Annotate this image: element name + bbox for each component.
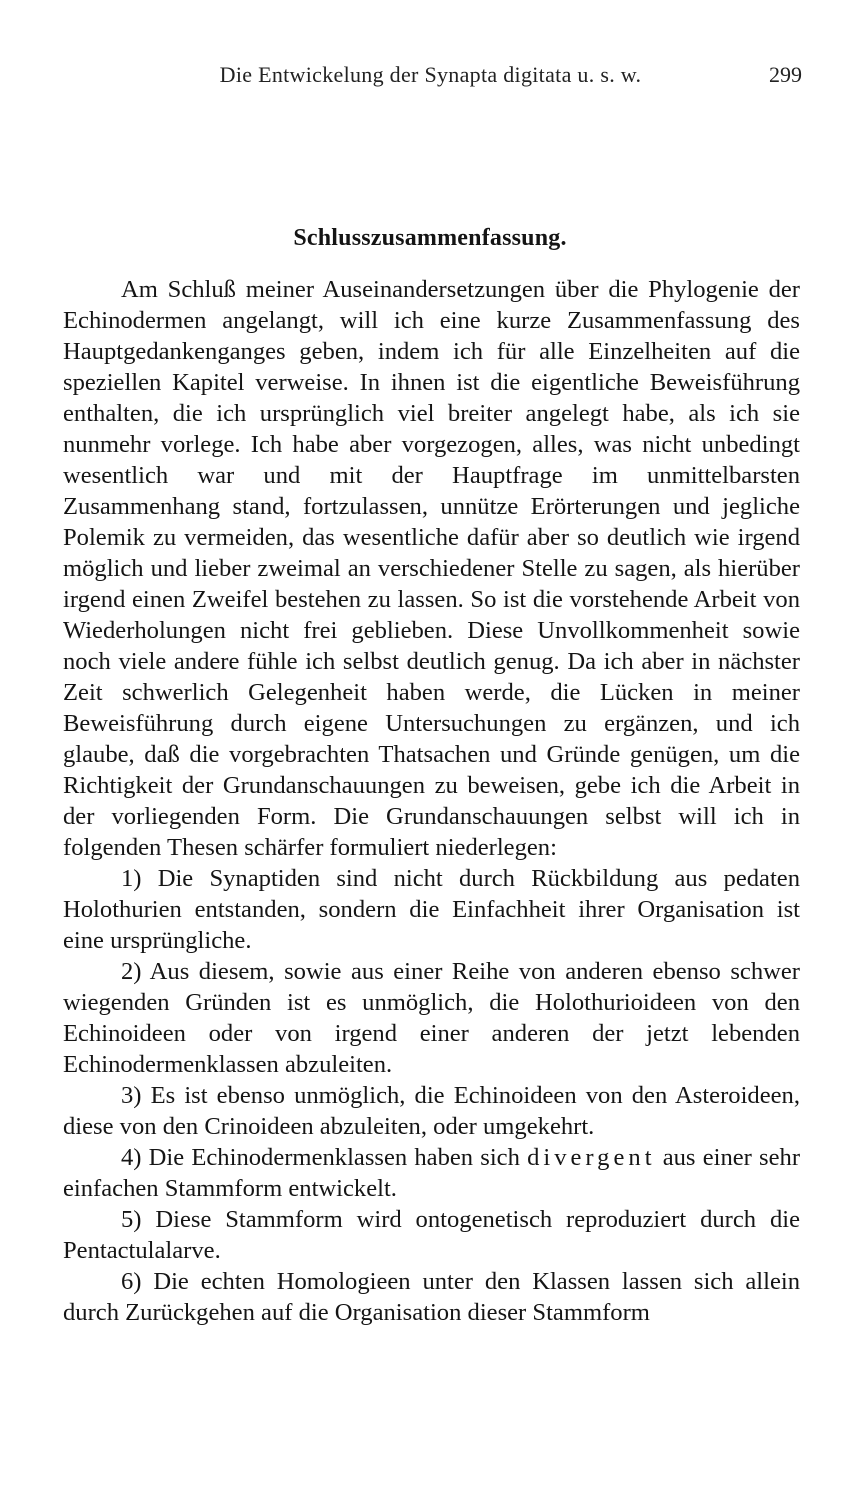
- thesis-4-emphasis: divergent: [527, 1144, 656, 1171]
- thesis-4-end: aus einer sehr einfachen Stammform entwickelt.: [63, 1144, 801, 1202]
- thesis-4: [63, 1142, 800, 1204]
- thesis-4-start: 4) Die Echinodermenklassen haben sich: [121, 1144, 528, 1171]
- running-title: Die Entwickelung der Synapta digitata u. s. w.: [219, 62, 642, 87]
- page-number: 299: [769, 62, 802, 87]
- thesis-6: 6) Die echten Homologieen unter den Klassen lassen sich allein durch Zurückgehen auf die Organisation dieser Stammform: [63, 1268, 800, 1326]
- section-title: Schlusszusammenfassung.: [293, 225, 567, 251]
- thesis-2: 2) Aus diesem, sowie aus einer Reihe von anderen ebenso schwer wiegenden Gründen ist es unmöglich, die Holothurioideen von den Echinoideen oder von irgend einer anderen der jetzt lebenden Echinodermenklassen abzuleiten.: [63, 958, 800, 1078]
- thesis-3: 3) Es ist ebenso unmöglich, die Echinoideen von den Asteroideen, diese von den Crinoideen abzuleiten, oder umgekehrt.: [63, 1082, 800, 1140]
- running-head: [63, 62, 802, 94]
- thesis-5: 5) Diese Stammform wird ontogenetisch reproduziert durch die Pentactulalarve.: [63, 1206, 800, 1264]
- intro-paragraph: Am Schluß meiner Auseinandersetzungen über die Phylogenie der Echinodermen angelangt, will ich eine kurze Zusammenfassung des Hauptgedankenganges geben, indem ich für alle Einzelheiten auf die speziellen Kapitel verweise. In ihnen ist die eigentliche Beweisführung enthalten, die ich ursprünglich viel breiter angelegt habe, als ich sie nunmehr vorlege. Ich habe aber vorgezogen, alles, was nicht unbedingt wesentlich war und mit der Hauptfrage im unmittelbarsten Zusammenhang stand, fortzulassen, unnütze Erörterungen und jegliche Polemik zu vermeiden, das wesentliche dafür aber so deutlich wie irgend möglich und lieber zweimal an verschiedener Stelle zu sagen, als hierüber irgend einen Zweifel bestehen zu lassen. So ist die vorstehende Arbeit von Wiederholungen nicht frei geblieben. Diese Unvollkommenheit sowie noch viele andere fühle ich selbst deutlich genug. Da ich aber in nächster Zeit schwerlich Gelegenheit haben werde, die Lücken in meiner Beweisführung durch eigene Untersuchungen zu ergänzen, und ich glaube, daß die vorgebrachten Thatsachen und Gründe genügen, um die Richtigkeit der Grundanschauungen zu beweisen, gebe ich die Arbeit in der vorliegenden Form. Die Grundanschauungen selbst will ich in folgenden Thesen schärfer formuliert niederlegen:: [63, 276, 800, 861]
- thesis-1: 1) Die Synaptiden sind nicht durch Rückbildung aus pedaten Holothurien entstanden, sondern die Einfachheit ihrer Organisation ist eine ursprüngliche.: [63, 865, 800, 954]
- body-text: [63, 274, 800, 1328]
